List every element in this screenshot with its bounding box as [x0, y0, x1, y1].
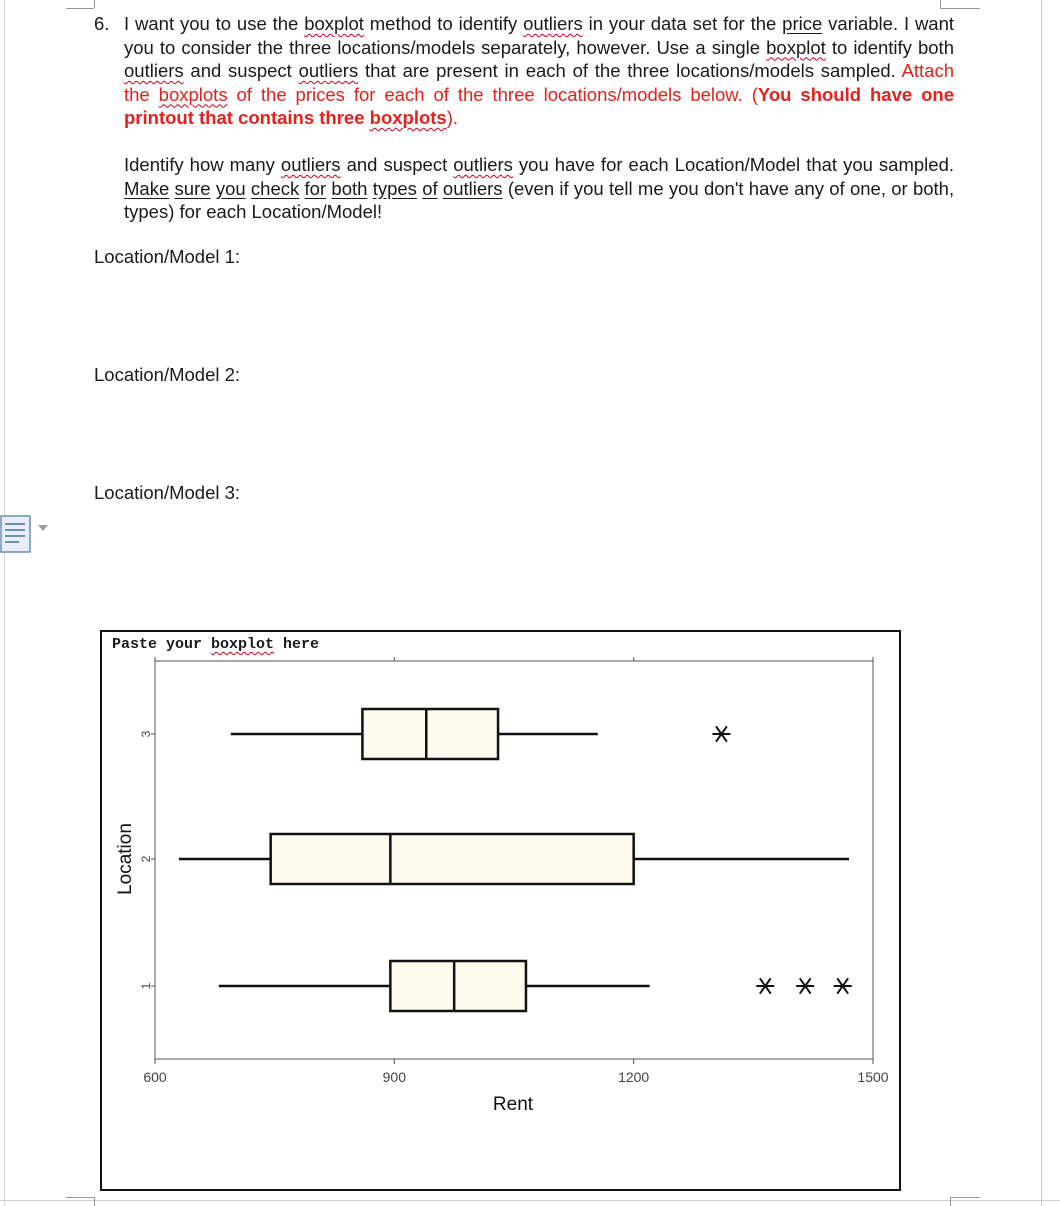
location-model-2-label: Location/Model 2: — [94, 364, 241, 385]
crop-mark — [950, 1197, 980, 1198]
crop-mark — [950, 1197, 951, 1206]
page-edge-right — [1041, 0, 1042, 1206]
x-tick-label: 1500 — [857, 1069, 889, 1085]
crop-mark — [940, 8, 980, 9]
crop-mark — [66, 1197, 94, 1198]
location-model-3-label: Location/Model 3: — [94, 482, 241, 503]
page-bottom-edge — [0, 1200, 1060, 1201]
crop-mark — [66, 8, 94, 9]
crop-mark — [940, 0, 941, 8]
x-tick-label: 1200 — [618, 1069, 650, 1085]
question-number: 6. — [94, 13, 110, 34]
question-paragraph: I want you to use the boxplot method to identify outliers in your data set for the price variable. I want you to consider the three locations/models separately, however. Use a single boxplot to identify both outliers and suspect outliers that are present in each of the three locations/models sampled. Attach the boxplots of the prices for each of the three locations/models below. (You should have one printout that contains three boxplots). — [124, 13, 955, 128]
crop-mark — [94, 1197, 95, 1206]
identify-paragraph: Identify how many outliers and suspect outliers you have for each Location/Model that you sampled. Make sure you check for both types of outliers (even if you tell me you don't have any of one, or both, types) for each Location/Model! — [124, 154, 955, 222]
x-tick-label: 900 — [382, 1069, 407, 1085]
page-edge-left — [4, 0, 5, 1206]
paste-boxplot-label: Paste your boxplot here — [112, 636, 320, 653]
chart-xlabel: Rent — [492, 1094, 534, 1115]
y-tick-label: 1 — [139, 982, 153, 990]
location-model-1-label: Location/Model 1: — [94, 246, 241, 267]
y-tick-label: 3 — [139, 730, 153, 738]
x-tick-label: 600 — [143, 1069, 167, 1085]
boxplot-paste-area[interactable] — [100, 630, 901, 1191]
crop-mark — [94, 0, 95, 8]
chart-ylabel: Location — [115, 823, 136, 895]
y-tick-label: 2 — [139, 855, 153, 863]
document-margin-icon[interactable] — [0, 515, 34, 553]
